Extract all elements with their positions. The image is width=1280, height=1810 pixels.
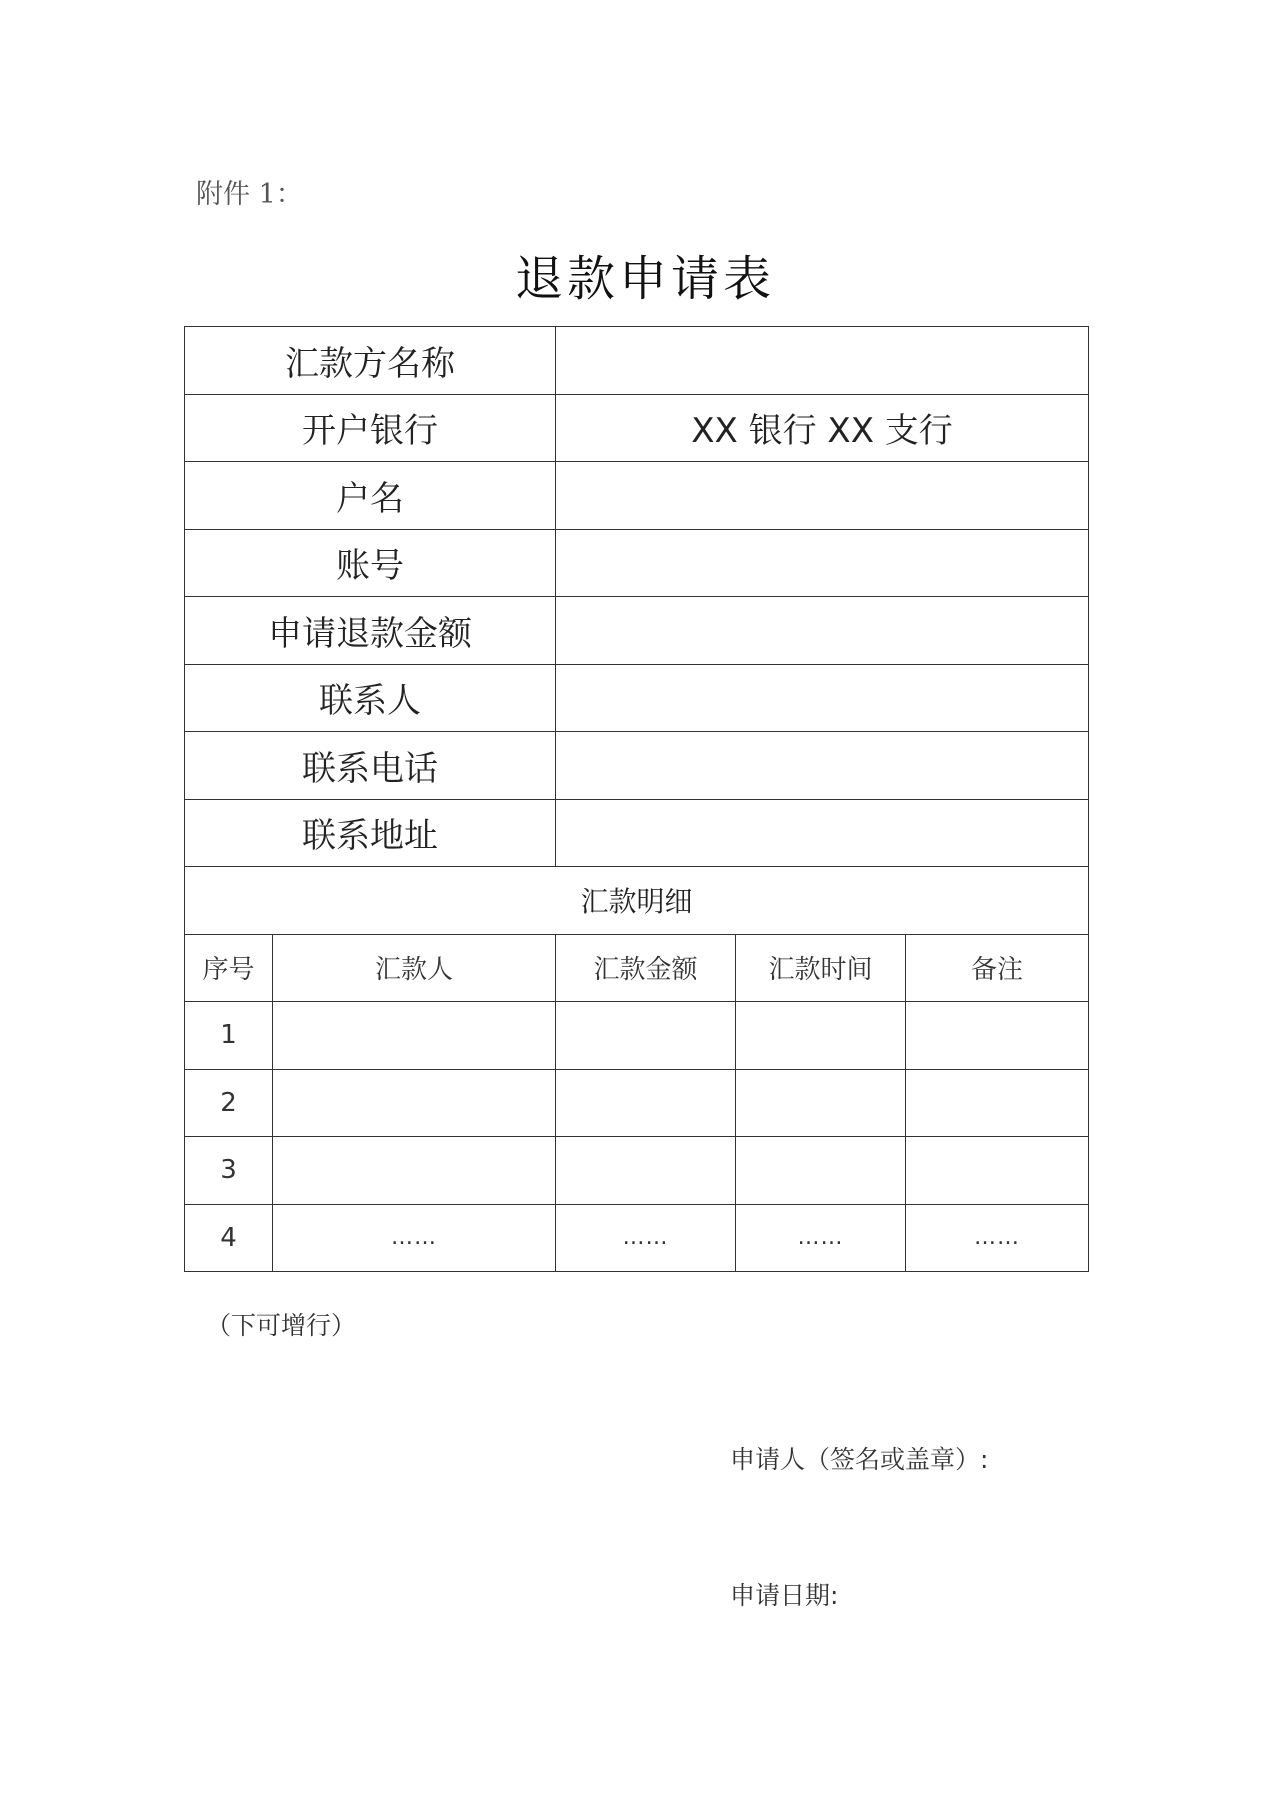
- row-seq: 2: [185, 1069, 273, 1137]
- detail-section-row: [185, 867, 1089, 935]
- row-time[interactable]: [736, 1069, 906, 1137]
- info-row-contact-phone: [185, 732, 1089, 800]
- bank-label: 开户银行: [185, 394, 556, 462]
- row-amount[interactable]: [556, 1002, 736, 1070]
- refund-amount-label: 申请退款金额: [185, 597, 556, 665]
- account-number-label: 账号: [185, 529, 556, 597]
- applicant-signature-label: 申请人（签名或盖章）:: [730, 1445, 989, 1474]
- row-remark[interactable]: ……: [906, 1204, 1089, 1272]
- header-remark: 备注: [906, 934, 1089, 1002]
- table-row: [185, 1069, 1089, 1137]
- contact-phone-label: 联系电话: [185, 732, 556, 800]
- info-row-account-name: [185, 462, 1089, 530]
- row-remark[interactable]: [906, 1002, 1089, 1070]
- row-remark[interactable]: [906, 1137, 1089, 1205]
- row-remitter[interactable]: [273, 1137, 556, 1205]
- row-amount[interactable]: ……: [556, 1204, 736, 1272]
- header-time: 汇款时间: [736, 934, 906, 1002]
- header-seq: 序号: [185, 934, 273, 1002]
- refund-application-table: [184, 326, 1089, 1272]
- row-time[interactable]: ……: [736, 1204, 906, 1272]
- form-title: 退款申请表: [514, 251, 775, 307]
- account-name-value[interactable]: [556, 462, 1089, 530]
- header-amount: 汇款金额: [556, 934, 736, 1002]
- row-remitter[interactable]: ……: [273, 1204, 556, 1272]
- row-remitter[interactable]: [273, 1069, 556, 1137]
- info-row-account-number: [185, 529, 1089, 597]
- row-time[interactable]: [736, 1002, 906, 1070]
- bank-value[interactable]: XX 银行 XX 支行: [556, 394, 1089, 462]
- row-seq: 4: [185, 1204, 273, 1272]
- row-seq: 3: [185, 1137, 273, 1205]
- application-date-label: 申请日期:: [730, 1581, 839, 1610]
- contact-address-label: 联系地址: [185, 799, 556, 867]
- remitter-name-value[interactable]: [556, 327, 1089, 395]
- refund-amount-value[interactable]: [556, 597, 1089, 665]
- contact-phone-value[interactable]: [556, 732, 1089, 800]
- row-amount[interactable]: [556, 1137, 736, 1205]
- row-time[interactable]: [736, 1137, 906, 1205]
- table-row: [185, 1204, 1089, 1272]
- contact-person-value[interactable]: [556, 664, 1089, 732]
- info-row-remitter-name: [185, 327, 1089, 395]
- detail-section-title: 汇款明细: [185, 867, 1089, 935]
- account-name-label: 户名: [185, 462, 556, 530]
- row-amount[interactable]: [556, 1069, 736, 1137]
- contact-person-label: 联系人: [185, 664, 556, 732]
- info-row-contact-address: [185, 799, 1089, 867]
- row-remitter[interactable]: [273, 1002, 556, 1070]
- remitter-name-label: 汇款方名称: [185, 327, 556, 395]
- row-remark[interactable]: [906, 1069, 1089, 1137]
- contact-address-value[interactable]: [556, 799, 1089, 867]
- info-row-refund-amount: [185, 597, 1089, 665]
- account-number-value[interactable]: [556, 529, 1089, 597]
- detail-header-row: [185, 934, 1089, 1002]
- info-row-bank: [185, 394, 1089, 462]
- header-remitter: 汇款人: [273, 934, 556, 1002]
- table-row: [185, 1002, 1089, 1070]
- row-seq: 1: [185, 1002, 273, 1070]
- attachment-label: 附件 1：: [196, 179, 303, 210]
- info-row-contact-person: [185, 664, 1089, 732]
- add-rows-note: （下可增行）: [206, 1311, 357, 1340]
- table-row: [185, 1137, 1089, 1205]
